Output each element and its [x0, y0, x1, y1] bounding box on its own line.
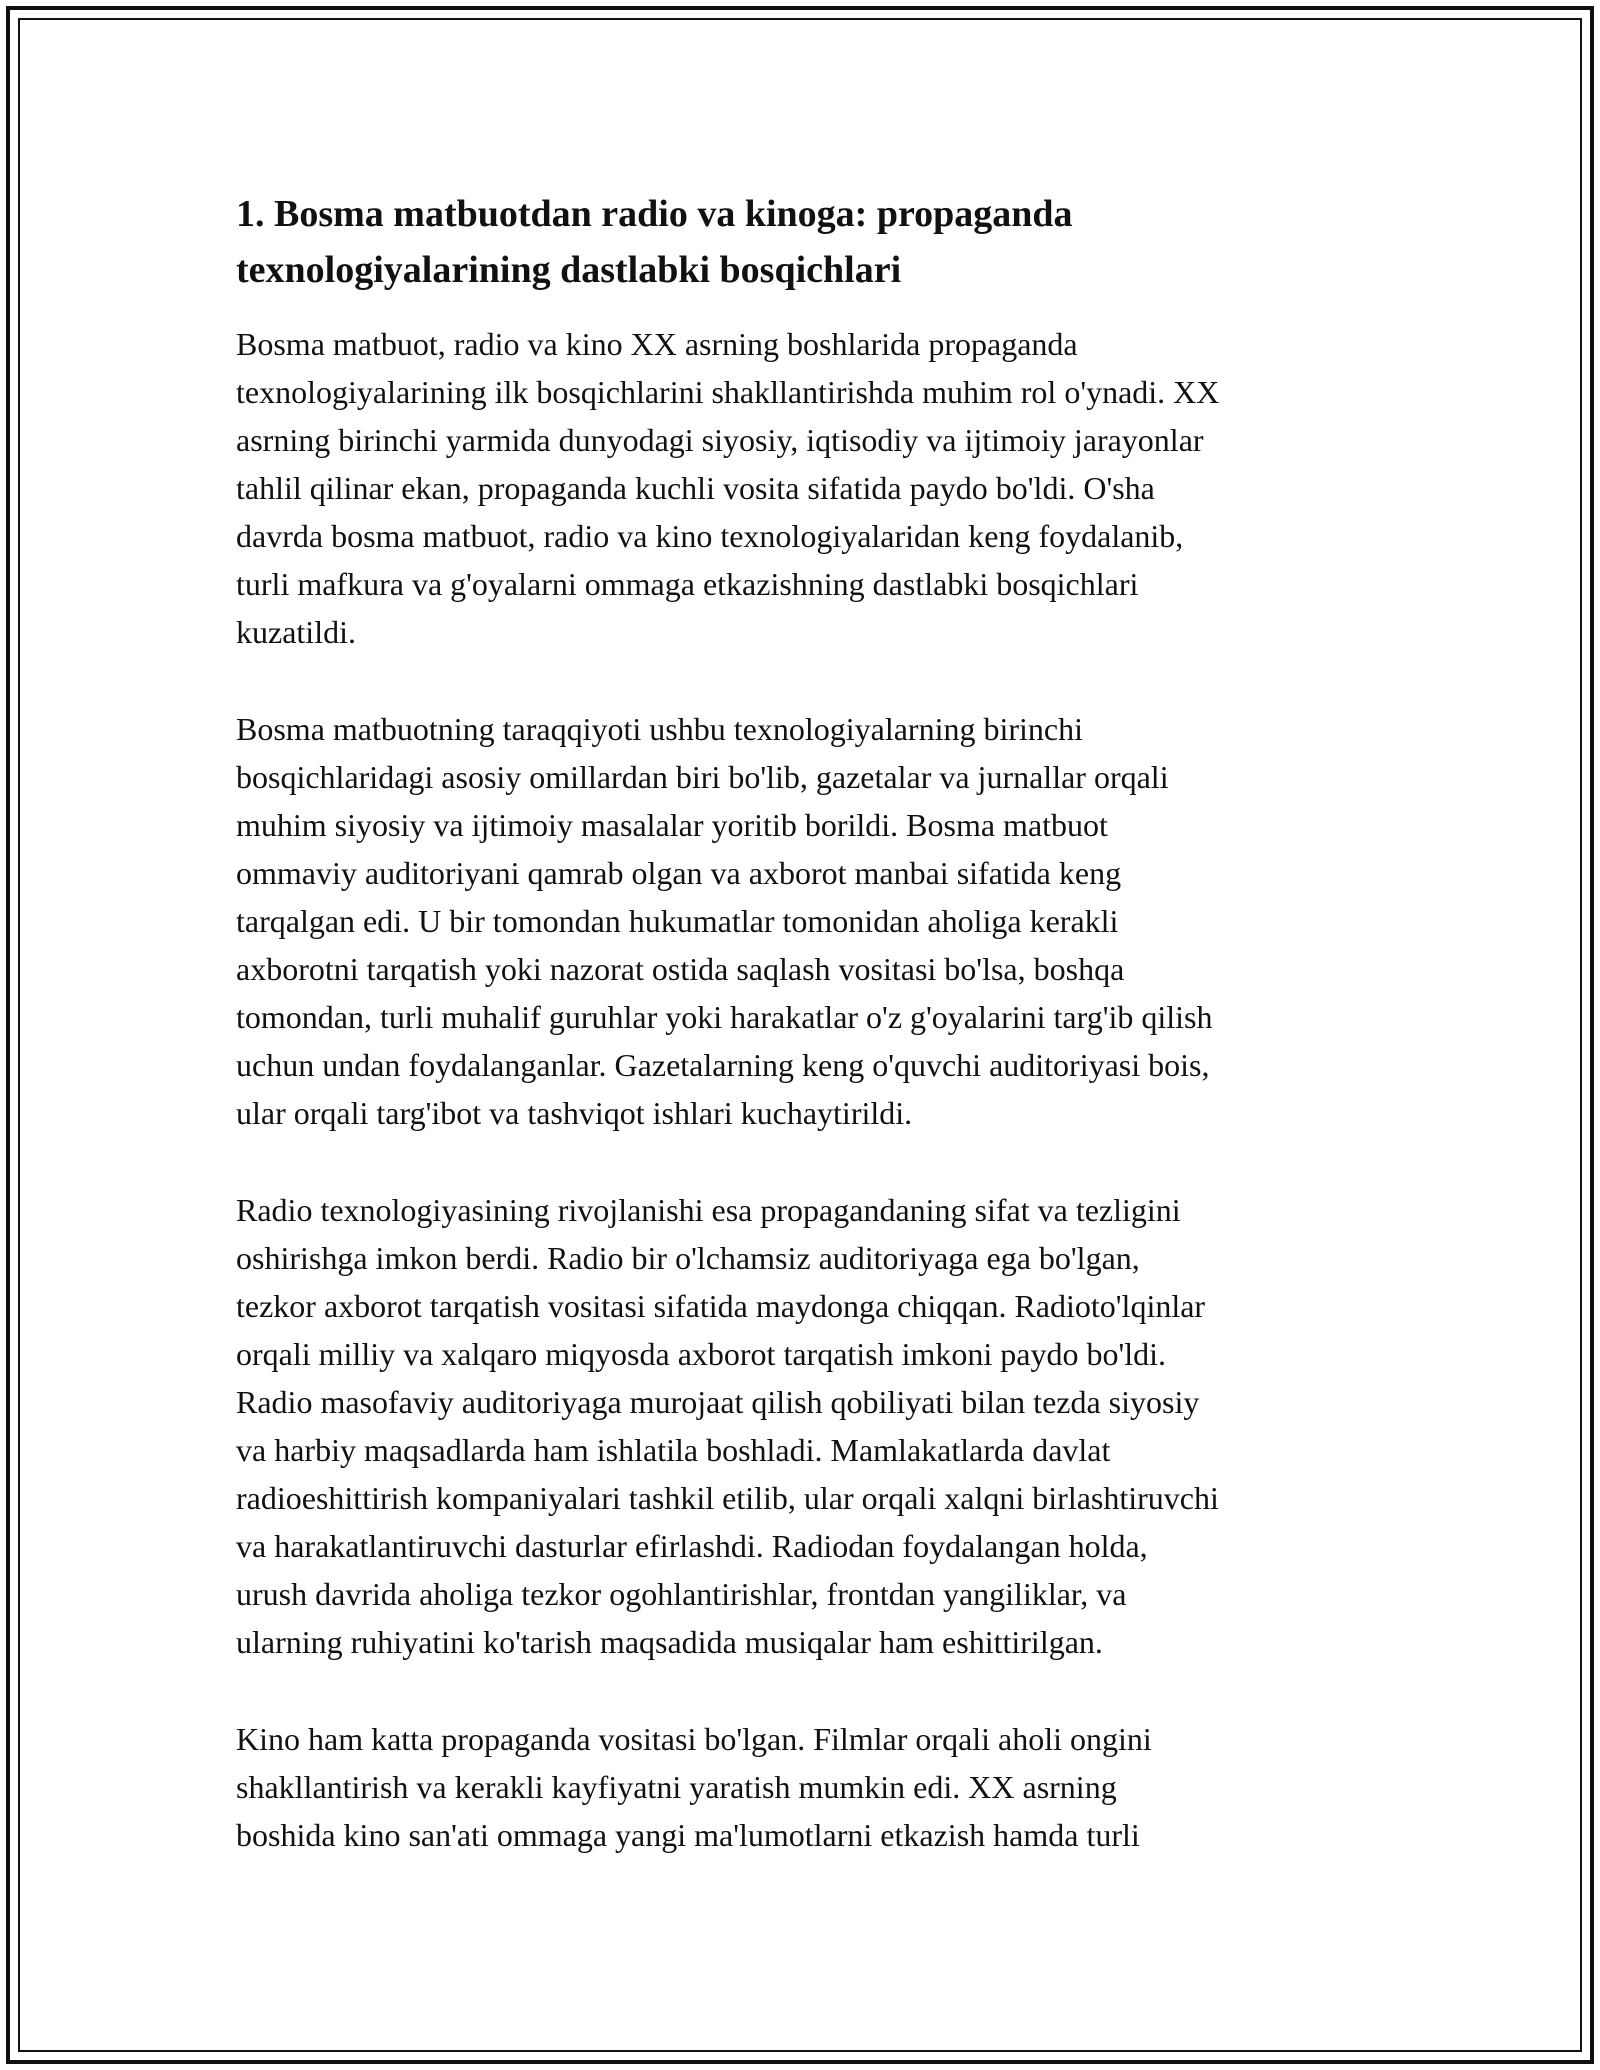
text-line: shakllantirish va kerakli kayfiyatni yaratish mumkin edi. XX asrning	[236, 1769, 1117, 1805]
text-line: Radio masofaviy auditoriyaga murojaat qilish qobiliyati bilan tezda siyosiy	[236, 1384, 1200, 1420]
text-line: turli mafkura va g'oyalarni ommaga etkazishning dastlabki bosqichlari	[236, 566, 1139, 602]
text-line: tarqalgan edi. U bir tomondan hukumatlar tomonidan aholiga kerakli	[236, 903, 1119, 939]
paragraph-print-media-intro	[236, 320, 1366, 656]
text-line: ularning ruhiyatini ko'tarish maqsadida musiqalar ham eshittirilgan.	[236, 1624, 1103, 1660]
text-line: tahlil qilinar ekan, propaganda kuchli vosita sifatida paydo bo'ldi. O'sha	[236, 470, 1155, 506]
text-line: ommaviy auditoriyani qamrab olgan va axborot manbai sifatida keng	[236, 855, 1122, 891]
heading-line: 1. Bosma matbuotdan radio va kinoga: propaganda	[236, 193, 1073, 235]
text-line: Radio texnologiyasining rivojlanishi esa propagandaning sifat va tezligini	[236, 1192, 1181, 1228]
text-line: ular orqali targ'ibot va tashviqot ishlari kuchaytirildi.	[236, 1095, 913, 1131]
text-line: kuzatildi.	[236, 614, 356, 650]
text-line: orqali milliy va xalqaro miqyosda axborot tarqatish imkoni paydo bo'ldi.	[236, 1336, 1167, 1372]
text-line: davrda bosma matbuot, radio va kino texnologiyalaridan keng foydalanib,	[236, 518, 1184, 554]
text-line: muhim siyosiy va ijtimoiy masalalar yoritib borildi. Bosma matbuot	[236, 807, 1108, 843]
text-line: texnologiyalarining ilk bosqichlarini shakllantirishda muhim rol o'ynadi. XX	[236, 374, 1220, 410]
text-line: urush davrida aholiga tezkor ogohlantirishlar, frontdan yangiliklar, va	[236, 1576, 1127, 1612]
text-line: boshida kino san'ati ommaga yangi ma'lumotlarni etkazish hamda turli	[236, 1817, 1140, 1853]
heading-line: texnologiyalarining dastlabki bosqichlari	[236, 249, 902, 291]
text-line: va harakatlantiruvchi dasturlar efirlashdi. Radiodan foydalangan holda,	[236, 1528, 1148, 1564]
text-line: Kino ham katta propaganda vositasi bo'lgan. Filmlar orqali aholi ongini	[236, 1721, 1152, 1757]
section-heading	[236, 186, 1366, 298]
text-line: Bosma matbuotning taraqqiyoti ushbu texnologiyalarning birinchi	[236, 711, 1083, 747]
text-line: oshirishga imkon berdi. Radio bir o'lchamsiz auditoriyaga ega bo'lgan,	[236, 1240, 1140, 1276]
text-line: va harbiy maqsadlarda ham ishlatila boshladi. Mamlakatlarda davlat	[236, 1432, 1111, 1468]
text-line: tomondan, turli muhalif guruhlar yoki harakatlar o'z g'oyalarini targ'ib qilish	[236, 999, 1213, 1035]
paragraph-cinema	[236, 1715, 1366, 1859]
text-line: radioeshittirish kompaniyalari tashkil etilib, ular orqali xalqni birlashtiruvchi	[236, 1480, 1219, 1516]
text-line: axborotni tarqatish yoki nazorat ostida saqlash vositasi bo'lsa, boshqa	[236, 951, 1125, 987]
text-line: tezkor axborot tarqatish vositasi sifatida maydonga chiqqan. Radioto'lqinlar	[236, 1288, 1206, 1324]
paragraph-print-media	[236, 705, 1366, 1137]
paragraph-radio	[236, 1186, 1366, 1666]
text-line: asrning birinchi yarmida dunyodagi siyosiy, iqtisodiy va ijtimoiy jarayonlar	[236, 422, 1204, 458]
text-line: Bosma matbuot, radio va kino XX asrning boshlarida propaganda	[236, 326, 1078, 362]
text-line: bosqichlaridagi asosiy omillardan biri bo'lib, gazetalar va jurnallar orqali	[236, 759, 1169, 795]
text-line: uchun undan foydalanganlar. Gazetalarning keng o'quvchi auditoriyasi bois,	[236, 1047, 1210, 1083]
document-content	[236, 186, 1366, 1908]
